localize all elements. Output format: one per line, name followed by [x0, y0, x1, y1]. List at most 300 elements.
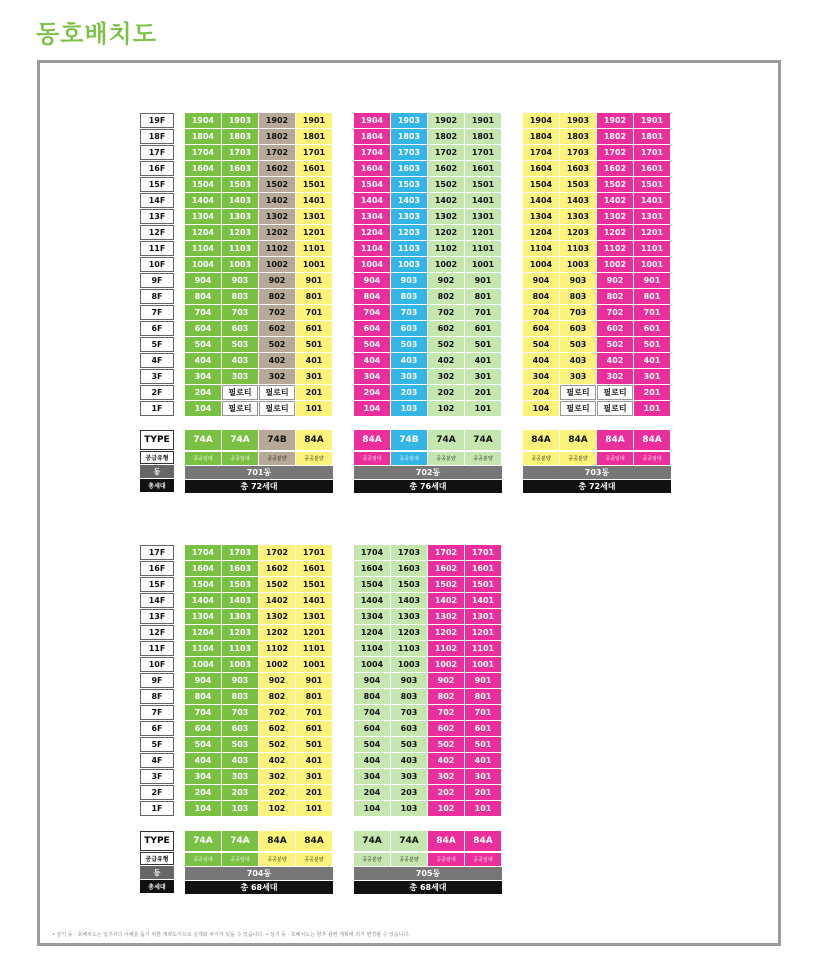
supply-type-badge: 공공분양 — [523, 452, 559, 465]
unit-cell: 602 — [597, 321, 633, 336]
building-legend — [354, 831, 502, 894]
unit-cell: 1301 — [296, 609, 332, 624]
unit-cell: 102 — [259, 801, 295, 816]
supply-type-badge: 공공임대 — [391, 452, 427, 465]
unit-cell: 1404 — [185, 193, 221, 208]
unit-cell: 1104 — [354, 641, 390, 656]
unit-cell: 304 — [354, 369, 390, 384]
unit-cell: 501 — [465, 337, 501, 352]
unit-cell: 603 — [391, 321, 427, 336]
unit-cell: 402 — [259, 353, 295, 368]
unit-cell: 201 — [634, 385, 670, 400]
unit-cell: 1904 — [185, 113, 221, 128]
unit-cell: 504 — [185, 337, 221, 352]
unit-cell: 1202 — [259, 625, 295, 640]
unit-cell: 701 — [296, 305, 332, 320]
unit-cell: 필로티 — [259, 401, 295, 416]
floor-label: 12F — [140, 625, 174, 640]
unit-cell: 1103 — [391, 641, 427, 656]
unit-cell: 1001 — [465, 657, 501, 672]
legend-label-column — [140, 831, 174, 893]
unit-cell: 1202 — [428, 225, 464, 240]
unit-cell: 302 — [259, 769, 295, 784]
floor-label: 1F — [140, 401, 174, 416]
unit-cell: 803 — [391, 689, 427, 704]
supply-type-badge: 공공분양 — [465, 452, 501, 465]
unit-cell: 필로티 — [222, 385, 258, 400]
unit-cell: 1703 — [560, 145, 596, 160]
unit-cell: 1001 — [634, 257, 670, 272]
unit-cell: 1904 — [354, 113, 390, 128]
unit-cell: 701 — [296, 705, 332, 720]
unit-cell: 1301 — [465, 609, 501, 624]
unit-cell: 601 — [634, 321, 670, 336]
unit-cell: 301 — [296, 769, 332, 784]
unit-cell: 1403 — [222, 193, 258, 208]
unit-cell: 1504 — [523, 177, 559, 192]
unit-cell: 1203 — [222, 625, 258, 640]
unit-cell: 1903 — [222, 113, 258, 128]
legend-households-label: 총세대 — [140, 479, 174, 492]
unit-cell: 201 — [296, 385, 332, 400]
unit-cell: 401 — [465, 353, 501, 368]
page-title: 동호배치도 — [36, 20, 157, 48]
floor-label: 5F — [140, 737, 174, 752]
unit-cell: 1602 — [428, 161, 464, 176]
unit-cell: 203 — [222, 785, 258, 800]
unit-cell: 필로티 — [597, 401, 633, 416]
unit-cell: 1304 — [185, 209, 221, 224]
unit-cell: 403 — [222, 753, 258, 768]
unit-cell: 1204 — [185, 625, 221, 640]
unit-cell: 1603 — [391, 161, 427, 176]
unit-cell: 1401 — [296, 193, 332, 208]
unit-cell: 1101 — [465, 641, 501, 656]
unit-cell: 403 — [391, 353, 427, 368]
unit-cell: 703 — [391, 305, 427, 320]
unit-cell: 803 — [391, 289, 427, 304]
unit-cell: 1201 — [296, 625, 332, 640]
unit-cell: 1503 — [391, 577, 427, 592]
unit-cell: 402 — [428, 353, 464, 368]
unit-cell: 1703 — [222, 545, 258, 560]
unit-cell: 202 — [428, 785, 464, 800]
unit-cell: 1504 — [185, 577, 221, 592]
unit-cell: 204 — [185, 785, 221, 800]
building-name: 701동 — [185, 466, 333, 479]
unit-cell: 902 — [428, 673, 464, 688]
unit-cell: 201 — [296, 785, 332, 800]
unit-cell: 1301 — [634, 209, 670, 224]
supply-type-badge: 공공임대 — [634, 452, 670, 465]
unit-cell: 101 — [296, 801, 332, 816]
unit-type-badge: 74A — [222, 430, 258, 450]
unit-grid-704동 — [185, 545, 332, 816]
unit-cell: 1403 — [391, 593, 427, 608]
supply-type-badge: 공공임대 — [222, 853, 258, 866]
unit-cell: 1604 — [185, 161, 221, 176]
building-legend — [523, 430, 671, 493]
unit-cell: 504 — [185, 737, 221, 752]
unit-cell: 1502 — [428, 177, 464, 192]
unit-cell: 1303 — [222, 609, 258, 624]
floor-label: 8F — [140, 689, 174, 704]
unit-cell: 1502 — [428, 577, 464, 592]
unit-cell: 903 — [222, 273, 258, 288]
legend-type-label: TYPE — [140, 430, 174, 450]
unit-cell: 302 — [597, 369, 633, 384]
unit-type-badge: 74A — [465, 430, 501, 450]
unit-cell: 1804 — [354, 129, 390, 144]
unit-cell: 1402 — [597, 193, 633, 208]
unit-cell: 604 — [185, 721, 221, 736]
unit-cell: 1702 — [597, 145, 633, 160]
unit-cell: 1004 — [354, 257, 390, 272]
unit-cell: 1302 — [259, 609, 295, 624]
unit-cell: 804 — [523, 289, 559, 304]
supply-type-badge: 공공분양 — [560, 452, 596, 465]
unit-type-badge: 74A — [391, 831, 427, 851]
household-total: 총 68세대 — [185, 881, 333, 894]
unit-cell: 104 — [523, 401, 559, 416]
floor-label: 16F — [140, 561, 174, 576]
unit-cell: 1102 — [428, 241, 464, 256]
supply-type-badge: 공공분양 — [354, 853, 390, 866]
unit-cell: 303 — [391, 369, 427, 384]
unit-cell: 1303 — [560, 209, 596, 224]
unit-cell: 1303 — [391, 209, 427, 224]
floor-label: 6F — [140, 721, 174, 736]
unit-grid-702동 — [354, 113, 501, 416]
unit-cell: 1304 — [354, 209, 390, 224]
unit-cell: 803 — [560, 289, 596, 304]
unit-cell: 204 — [354, 385, 390, 400]
unit-cell: 1203 — [391, 225, 427, 240]
unit-cell: 602 — [259, 721, 295, 736]
unit-cell: 1204 — [354, 625, 390, 640]
unit-cell: 802 — [259, 289, 295, 304]
unit-cell: 1703 — [391, 145, 427, 160]
unit-cell: 104 — [185, 801, 221, 816]
floor-label: 17F — [140, 545, 174, 560]
unit-cell: 303 — [560, 369, 596, 384]
unit-cell: 1403 — [222, 593, 258, 608]
unit-cell: 1303 — [391, 609, 427, 624]
unit-cell: 1601 — [465, 561, 501, 576]
unit-cell: 402 — [597, 353, 633, 368]
unit-cell: 1501 — [296, 577, 332, 592]
unit-cell: 802 — [428, 289, 464, 304]
unit-cell: 301 — [296, 369, 332, 384]
supply-type-badge: 공공임대 — [597, 452, 633, 465]
unit-cell: 304 — [185, 369, 221, 384]
unit-cell: 1703 — [222, 145, 258, 160]
unit-cell: 902 — [428, 273, 464, 288]
building-name: 702동 — [354, 466, 502, 479]
unit-cell: 503 — [560, 337, 596, 352]
unit-grid-705동 — [354, 545, 501, 816]
unit-cell: 1004 — [523, 257, 559, 272]
unit-cell: 1201 — [634, 225, 670, 240]
unit-cell: 1603 — [391, 561, 427, 576]
unit-cell: 1704 — [354, 145, 390, 160]
unit-cell: 503 — [222, 337, 258, 352]
unit-cell: 503 — [222, 737, 258, 752]
supply-type-badge: 공공임대 — [185, 452, 221, 465]
building-name: 703동 — [523, 466, 671, 479]
unit-cell: 1103 — [560, 241, 596, 256]
unit-cell: 603 — [222, 721, 258, 736]
floor-label-column — [140, 113, 174, 417]
unit-cell: 402 — [259, 753, 295, 768]
unit-type-badge: 84A — [296, 831, 332, 851]
unit-cell: 1201 — [465, 625, 501, 640]
unit-cell: 1801 — [634, 129, 670, 144]
floor-label: 16F — [140, 161, 174, 176]
unit-cell: 1002 — [259, 257, 295, 272]
supply-type-badge: 공공분양 — [428, 452, 464, 465]
supply-type-badge: 공공분양 — [296, 853, 332, 866]
unit-cell: 1403 — [391, 193, 427, 208]
unit-cell: 302 — [428, 369, 464, 384]
unit-cell: 1802 — [259, 129, 295, 144]
unit-cell: 1404 — [354, 593, 390, 608]
floor-label: 9F — [140, 273, 174, 288]
unit-cell: 203 — [391, 385, 427, 400]
unit-cell: 103 — [222, 801, 258, 816]
floor-label: 12F — [140, 225, 174, 240]
unit-cell: 604 — [185, 321, 221, 336]
unit-cell: 1402 — [428, 593, 464, 608]
unit-cell: 902 — [597, 273, 633, 288]
unit-cell: 601 — [465, 321, 501, 336]
unit-cell: 803 — [222, 689, 258, 704]
floor-label: 11F — [140, 241, 174, 256]
floor-label: 15F — [140, 177, 174, 192]
household-total: 총 72세대 — [523, 480, 671, 493]
unit-cell: 1701 — [465, 145, 501, 160]
unit-cell: 203 — [391, 785, 427, 800]
unit-cell: 104 — [185, 401, 221, 416]
unit-cell: 1302 — [597, 209, 633, 224]
unit-type-badge: 84A — [523, 430, 559, 450]
unit-cell: 502 — [597, 337, 633, 352]
unit-cell: 904 — [354, 673, 390, 688]
unit-cell: 504 — [523, 337, 559, 352]
unit-cell: 필로티 — [222, 401, 258, 416]
floor-label: 15F — [140, 577, 174, 592]
unit-cell: 304 — [354, 769, 390, 784]
floor-label: 1F — [140, 801, 174, 816]
floor-label-column — [140, 545, 174, 817]
floor-label: 10F — [140, 257, 174, 272]
unit-cell: 801 — [296, 289, 332, 304]
unit-cell: 1404 — [523, 193, 559, 208]
unit-cell: 1901 — [296, 113, 332, 128]
unit-cell: 1103 — [222, 241, 258, 256]
unit-cell: 904 — [354, 273, 390, 288]
unit-cell: 1001 — [296, 657, 332, 672]
unit-cell: 1304 — [523, 209, 559, 224]
unit-cell: 1902 — [597, 113, 633, 128]
unit-cell: 901 — [465, 273, 501, 288]
unit-cell: 1203 — [391, 625, 427, 640]
unit-cell: 703 — [391, 705, 427, 720]
unit-cell: 602 — [259, 321, 295, 336]
unit-type-badge: 84A — [296, 430, 332, 450]
unit-cell: 1804 — [523, 129, 559, 144]
unit-cell: 1302 — [428, 609, 464, 624]
unit-cell: 801 — [296, 689, 332, 704]
unit-cell: 1202 — [597, 225, 633, 240]
building-legend — [185, 831, 333, 894]
unit-cell: 903 — [391, 673, 427, 688]
unit-cell: 903 — [222, 673, 258, 688]
unit-cell: 1601 — [296, 561, 332, 576]
unit-cell: 1501 — [296, 177, 332, 192]
unit-cell: 304 — [523, 369, 559, 384]
unit-cell: 702 — [428, 305, 464, 320]
floor-label: 8F — [140, 289, 174, 304]
unit-cell: 1501 — [465, 577, 501, 592]
type-row — [185, 831, 333, 866]
unit-cell: 101 — [465, 401, 501, 416]
unit-cell: 1101 — [296, 641, 332, 656]
unit-cell: 903 — [391, 273, 427, 288]
type-row — [354, 430, 502, 465]
unit-cell: 401 — [296, 753, 332, 768]
unit-cell: 902 — [259, 273, 295, 288]
unit-cell: 704 — [185, 705, 221, 720]
unit-cell: 1204 — [354, 225, 390, 240]
unit-cell: 1403 — [560, 193, 596, 208]
unit-cell: 1104 — [185, 641, 221, 656]
floor-label: 3F — [140, 769, 174, 784]
floor-label: 2F — [140, 785, 174, 800]
unit-cell: 501 — [465, 737, 501, 752]
unit-cell: 1304 — [354, 609, 390, 624]
unit-cell: 403 — [560, 353, 596, 368]
unit-cell: 1401 — [296, 593, 332, 608]
unit-cell: 904 — [523, 273, 559, 288]
floor-label: 13F — [140, 609, 174, 624]
unit-cell: 1404 — [185, 593, 221, 608]
unit-type-badge: 84A — [597, 430, 633, 450]
unit-cell: 102 — [428, 801, 464, 816]
floor-label: 7F — [140, 705, 174, 720]
unit-cell: 504 — [354, 337, 390, 352]
unit-cell: 502 — [259, 337, 295, 352]
unit-cell: 1202 — [259, 225, 295, 240]
unit-cell: 204 — [185, 385, 221, 400]
unit-cell: 901 — [634, 273, 670, 288]
unit-cell: 102 — [428, 401, 464, 416]
building-name: 705동 — [354, 867, 502, 880]
unit-cell: 1702 — [428, 145, 464, 160]
unit-cell: 1704 — [523, 145, 559, 160]
unit-cell: 303 — [222, 369, 258, 384]
unit-cell: 1903 — [391, 113, 427, 128]
unit-cell: 1103 — [222, 641, 258, 656]
unit-cell: 104 — [354, 401, 390, 416]
unit-cell: 903 — [560, 273, 596, 288]
unit-cell: 필로티 — [560, 401, 596, 416]
building-name: 704동 — [185, 867, 333, 880]
unit-cell: 704 — [354, 705, 390, 720]
floor-label: 17F — [140, 145, 174, 160]
unit-cell: 1602 — [428, 561, 464, 576]
unit-cell: 701 — [465, 305, 501, 320]
unit-cell: 701 — [465, 705, 501, 720]
type-row — [185, 430, 333, 465]
unit-cell: 1201 — [296, 225, 332, 240]
unit-cell: 504 — [354, 737, 390, 752]
unit-cell: 1901 — [465, 113, 501, 128]
unit-cell: 1004 — [185, 657, 221, 672]
supply-type-badge: 공공분양 — [296, 452, 332, 465]
unit-cell: 501 — [296, 737, 332, 752]
unit-cell: 503 — [391, 737, 427, 752]
unit-cell: 101 — [465, 801, 501, 816]
unit-cell: 1501 — [634, 177, 670, 192]
unit-cell: 1204 — [185, 225, 221, 240]
unit-cell: 1102 — [259, 641, 295, 656]
unit-cell: 1603 — [222, 161, 258, 176]
supply-type-badge: 공공분양 — [259, 853, 295, 866]
unit-cell: 703 — [222, 305, 258, 320]
unit-cell: 403 — [222, 353, 258, 368]
unit-cell: 802 — [597, 289, 633, 304]
unit-cell: 604 — [354, 721, 390, 736]
unit-cell: 1004 — [354, 657, 390, 672]
unit-cell: 703 — [222, 705, 258, 720]
unit-cell: 1302 — [428, 209, 464, 224]
unit-cell: 1701 — [634, 145, 670, 160]
unit-cell: 1101 — [296, 241, 332, 256]
unit-cell: 604 — [354, 321, 390, 336]
floor-label: 7F — [140, 305, 174, 320]
unit-cell: 1001 — [296, 257, 332, 272]
unit-cell: 1601 — [465, 161, 501, 176]
unit-cell: 301 — [465, 769, 501, 784]
unit-cell: 201 — [465, 385, 501, 400]
unit-cell: 1002 — [259, 657, 295, 672]
unit-cell: 1604 — [523, 161, 559, 176]
unit-cell: 401 — [634, 353, 670, 368]
unit-cell: 1902 — [428, 113, 464, 128]
unit-cell: 1104 — [523, 241, 559, 256]
unit-cell: 801 — [465, 689, 501, 704]
unit-cell: 1402 — [428, 193, 464, 208]
unit-cell: 1302 — [259, 209, 295, 224]
unit-cell: 1801 — [465, 129, 501, 144]
unit-cell: 1201 — [465, 225, 501, 240]
unit-cell: 601 — [296, 721, 332, 736]
unit-cell: 1001 — [465, 257, 501, 272]
unit-cell: 1003 — [560, 257, 596, 272]
unit-type-badge: 84A — [428, 831, 464, 851]
unit-cell: 301 — [465, 369, 501, 384]
unit-cell: 1102 — [259, 241, 295, 256]
unit-cell: 204 — [523, 385, 559, 400]
floor-label: 10F — [140, 657, 174, 672]
unit-cell: 1804 — [185, 129, 221, 144]
unit-cell: 704 — [354, 305, 390, 320]
unit-cell: 1003 — [222, 257, 258, 272]
unit-cell: 1503 — [391, 177, 427, 192]
unit-cell: 702 — [259, 705, 295, 720]
legend-building-label: 동 — [140, 465, 174, 478]
